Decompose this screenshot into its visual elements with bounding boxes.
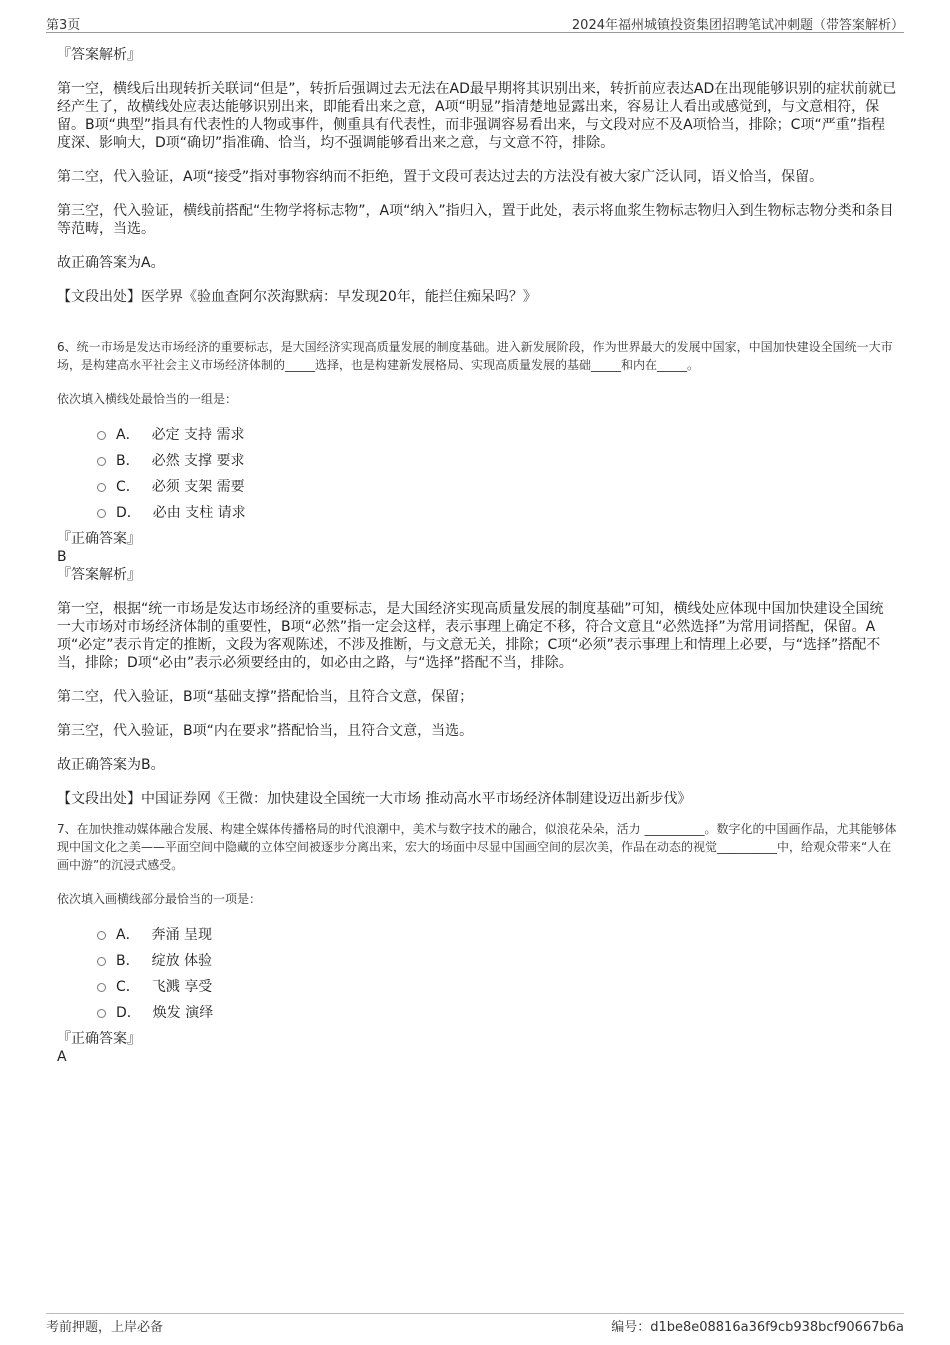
q6-prompt: 依次填入横线处最恰当的一组是： [57,392,238,406]
q6-analysis-para-3: 第三空，代入验证，B项“内在要求”搭配恰当，且符合文意，当选。 [57,723,474,739]
radio-icon[interactable] [97,431,106,440]
q5-source: 【文段出处】医学界《验血查阿尔茨海默病：早发现20年，能拦住痴呆吗？》 [57,289,537,305]
radio-icon[interactable] [97,931,106,940]
q6-option-a[interactable]: A． 必定 支持 需求 [97,422,897,448]
q5-analysis-para-2: 第二空，代入验证，A项“接受”指对事物容纳而不拒绝，置于文段可表达过去的方法没有被大家广泛认同，语义恰当，保留。 [57,169,824,185]
q6-analysis-label: 『答案解析』 [57,567,141,583]
q6-source: 【文段出处】中国证券网《王微：加快建设全国统一大市场 推动高水平市场经济体制建设迈出新步伐》 [57,791,692,807]
radio-icon[interactable] [97,983,106,992]
q7-option-a[interactable]: A． 奔涌 呈现 [97,922,897,948]
q5-analysis-para-1: 第一空，横线后出现转折关联词“但是”，转折后强调过去无法在AD最早期将其识别出来，转折前应表达AD在出现能够识别的症状前就已经产生了，故横线处应表达能够识别出来，即能看出来之意，A项“明显”指清楚地显露出来，容易让人看出或感觉到，与文意相符，保留。B项“典型”指具有代表性的人物或事件，侧重具有代表性，而非强调容易看出来，与文段对应不及A项恰当，排除；C项“严重”指程度深、影响大，D项“确切”指准确、恰当，均不强调能够看出来之意，与文意不符，排除。 [57,81,897,151]
q6-analysis-para-2: 第二空，代入验证，B项“基础支撑”搭配恰当，且符合文意，保留； [57,689,474,705]
footer-code: 编号：d1be8e08816a36f9cb938bcf90667b6a [611,1320,904,1335]
radio-icon[interactable] [97,509,106,518]
q5-analysis-para-3: 第三空，代入验证，横线前搭配“生物学将标志物”，A项“纳入”指归入，置于此处，表示将血浆生物标志物归入到生物标志物分类和条目等范畴，当选。 [57,203,894,237]
q7-answer-label: 『正确答案』 [57,1031,141,1047]
footer-slogan: 考前押题，上岸必备 [46,1320,164,1335]
q6-stem: 6、统一市场是发达市场经济的重要标志，是大国经济实现高质量发展的制度基础。进入新发展阶段，作为世界最大的发展中国家，中国加快建设全国统一大市场，是构建高水平社会主义市场经济体制的_____选择，也是构建新发展格局、实现高质量发展的基础_____和内在_____。 [57,340,893,372]
q6-answer-label: 『正确答案』 [57,531,141,547]
radio-icon[interactable] [97,457,106,466]
q6-answer-line: 故正确答案为B。 [57,757,165,773]
q7-options [97,922,897,1026]
q7-stem: 7、在加快推动媒体融合发展、构建全媒体传播格局的时代浪潮中，美术与数字技术的融合，似浪花朵朵，活力 __________。数字化的中国画作品，尤其能够体现中国文化之美——平面空间中隐藏的立体空间被逐步分离出来，宏大的场面中尽显中国画空间的层次美，作品在动态的视觉__________中，给观众带来“人在画中游”的沉浸式感受。 [57,822,897,872]
q7-prompt: 依次填入画横线部分最恰当的一项是： [57,892,262,906]
q7-option-b[interactable]: B． 绽放 体验 [97,948,897,974]
page-content [57,44,897,1066]
page-header [46,12,904,33]
q5-answer-line: 故正确答案为A。 [57,255,165,271]
radio-icon[interactable] [97,957,106,966]
radio-icon[interactable] [97,1009,106,1018]
q6-option-b[interactable]: B． 必然 支撑 要求 [97,448,897,474]
document-title: 2024年福州城镇投资集团招聘笔试冲刺题（带答案解析） [571,18,904,33]
q6-option-c[interactable]: C． 必须 支架 需要 [97,474,897,500]
q7-answer: A [57,1049,67,1065]
q6-option-d[interactable]: D． 必由 支柱 请求 [97,500,897,526]
q7-option-d[interactable]: D． 焕发 演绎 [97,1000,897,1026]
radio-icon[interactable] [97,483,106,492]
q7-option-c[interactable]: C． 飞溅 享受 [97,974,897,1000]
q6-options [97,422,897,526]
page-number: 第3页 [46,18,81,33]
q6-answer: B [57,549,67,565]
page-footer [46,1313,904,1334]
q6-analysis-para-1: 第一空，根据“统一市场是发达市场经济的重要标志，是大国经济实现高质量发展的制度基础”可知，横线处应体现中国加快建设全国统一大市场对市场经济体制的重要性，B项“必然”指一定会这样，表示事理上确定不移，符合文意且“必然选择”为常用词搭配，保留。A项“必定”表示肯定的推断，文段为客观陈述，不涉及推断，与文意无关，排除；C项“必须”表示事理上和情理上必要，与“选择”搭配不当，排除；D项“必由”表示必须要经由的，如必由之路，与“选择”搭配不当，排除。 [57,601,884,671]
q5-analysis-label: 『答案解析』 [57,47,141,63]
